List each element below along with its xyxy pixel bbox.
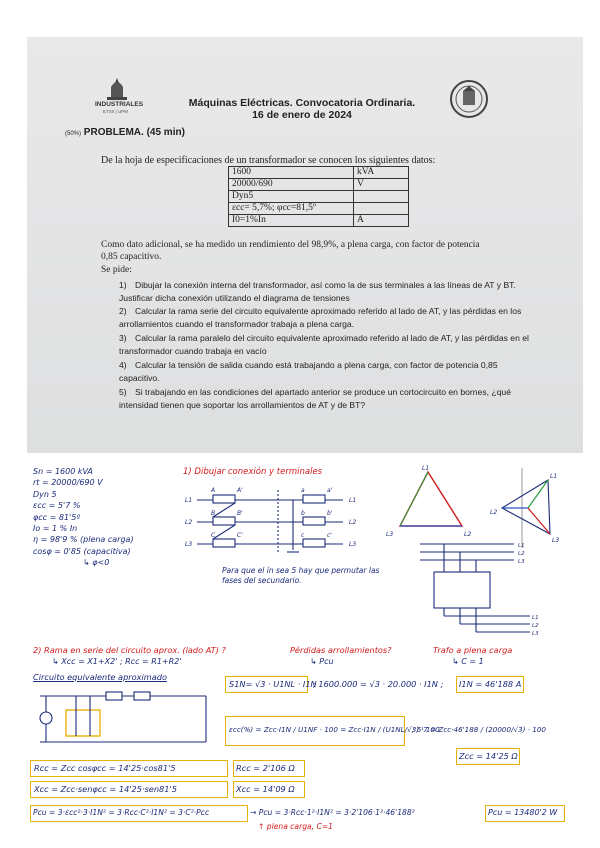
question-text: Calcular la rama paralelo del circuito equivalente aproximado referido al lado de AT, y las pérdidas en el transformador cuando trabaja en vacío xyxy=(119,333,529,356)
q1-note: Para que el ín sea 5 hay que permutar las fases del secundario. xyxy=(222,566,380,585)
eq-rcc: Rcc = Zcc cosφcc = 14'25·cos81'5 xyxy=(34,763,176,773)
question-number: 5) xyxy=(119,387,127,397)
eq-ecc-calc: ; 5'7 = Zcc·46'188 / (20000/√3) · 100 xyxy=(412,725,546,734)
equivalent-circuit xyxy=(30,682,220,750)
question-text: Dibujar la conexión interna del transformador, así como la de sus terminales a las líneas de AT y BT. Justificar dicha conexión utilizando el diagrama de tensiones xyxy=(119,280,516,303)
eq-in-calc: ; 1600.000 = √3 · 20.000 · I1N ; xyxy=(313,679,444,689)
spec-unit: A xyxy=(354,215,409,227)
q2-losses: Pérdidas arrollamientos? xyxy=(290,645,392,655)
label-B: B xyxy=(211,510,216,517)
data-item: φcc = 81'5º xyxy=(33,512,81,522)
question-4 xyxy=(119,359,539,385)
eq-in: S1N= √3 · U1NL · I1N xyxy=(229,679,317,689)
eq-rcc-result: Rcc = 2'106 Ω xyxy=(236,763,295,773)
question-number: 2) xyxy=(119,306,127,316)
label-c-prime: c' xyxy=(327,532,332,539)
data-item: Io = 1 % In xyxy=(33,524,78,534)
q2-full-load-sub: ↳ C = 1 xyxy=(452,657,484,666)
eq-pcu-calc: → Pcu = 3·Rcc·1²·I1N² = 3·2'106·1²·46'188² xyxy=(250,808,415,817)
question-5 xyxy=(119,386,539,412)
eq-ecc: εcc(%) = Zcc·I1N / U1NF · 100 = Zcc·I1N / (U1NL/√3) · 100 xyxy=(229,725,440,734)
eq-pcu: Pcu = 3·εcc²·3·I1N² = 3·Rcc·C²·I1N² = 3·C²·Pcc xyxy=(33,808,210,817)
q1-heading xyxy=(183,467,322,477)
q2-losses-sub: ↳ Pcu xyxy=(310,657,334,666)
spec-value: I0=1%In xyxy=(229,215,354,227)
q1-heading-text: 1) Dibujar conexión y terminales xyxy=(183,467,323,477)
spec-table xyxy=(228,166,409,227)
eq-xcc-result: Xcc = 14'09 Ω xyxy=(236,784,295,794)
question-3 xyxy=(119,332,539,358)
logo-text: INDUSTRIALES xyxy=(95,101,144,108)
terminal-box-sketch xyxy=(420,540,540,636)
term-right-3: L3 xyxy=(349,541,357,548)
label-C-prime: C' xyxy=(237,532,243,539)
eq-pcu-result: Pcu = 13480'2 W xyxy=(488,808,558,817)
question-number: 1) xyxy=(119,280,127,290)
intro-text: De la hoja de especificaciones de un transformador se conocen los siguientes datos: xyxy=(101,155,436,166)
eq-xcc: Xcc = Zcc·senφcc = 14'25·sen81'5 xyxy=(34,784,177,794)
term-left-1: L1 xyxy=(185,497,193,504)
spec-row xyxy=(229,167,409,179)
term-right-2: L2 xyxy=(349,519,357,526)
bus-label-l1: L1 xyxy=(532,615,539,621)
label-A-prime: A' xyxy=(237,487,243,494)
ask-label: Se pide: xyxy=(101,265,132,275)
label-a-prime: a' xyxy=(327,487,333,494)
data-item: cosφ = 0'85 (capacitiva) xyxy=(33,546,131,556)
data-item: ↳ φ<0 xyxy=(83,558,110,568)
problem-heading xyxy=(65,127,185,138)
spec-value: 20000/690 xyxy=(229,179,354,191)
question-text: Calcular la rama serie del circuito equivalente aproximado referido al lado de AT, y las pérdidas en los arrollamientos cuando el transformador trabaja a plena carga. xyxy=(119,306,522,329)
question-2 xyxy=(119,305,539,331)
spec-unit: kVA xyxy=(354,167,409,179)
eq-zcc: Zcc = 14'25 Ω xyxy=(459,751,518,761)
problem-title: PROBLEMA. (45 min) xyxy=(83,127,185,138)
question-text: Calcular la tensión de salida cuando está trabajando a plena carga, con factor de potencia 0,85 capacitivo. xyxy=(119,360,498,383)
spec-row xyxy=(229,179,409,191)
question-number: 3) xyxy=(119,333,127,343)
eq-in-result: I1N = 46'188 A xyxy=(459,679,522,689)
phasor2-label-L1: L1 xyxy=(550,473,558,480)
bus-label-l2: L2 xyxy=(532,623,539,629)
spec-row xyxy=(229,191,409,203)
eq-pcu-note: ↑ plena carga, C=1 xyxy=(258,822,334,831)
label-B-prime: B' xyxy=(237,510,243,517)
spec-value: εcc= 5,7%; φcc=81,5º xyxy=(229,203,354,215)
label-a: a xyxy=(301,487,305,494)
spec-value: 1600 xyxy=(229,167,354,179)
winding-diagram xyxy=(183,480,373,560)
spec-unit xyxy=(354,191,409,203)
exam-title: Máquinas Eléctricas. Convocatoria Ordinaria. xyxy=(188,97,416,109)
question-text: Si trabajando en las condiciones del apartado anterior se produce un cortocircuito en bornes, ¿qué intensidad tienen que soportar los arrollamientos de AT y de BT? xyxy=(119,387,511,410)
data-item: η = 98'9 % (plena carga) xyxy=(33,535,134,545)
q2-full-load: Trafo a plena carga xyxy=(433,645,513,655)
circuit-title: Circuito equivalente aproximado xyxy=(33,672,167,682)
q2-sub: ↳ Xcc = X1+X2' ; Rcc = R1+R2' xyxy=(52,657,182,666)
label-b: b xyxy=(301,510,305,517)
q2-heading: 2) Rama en serie del circuito aprox. (lado AT) ? xyxy=(33,645,226,655)
problem-weight: (50%) xyxy=(65,131,82,137)
phasor2-label-L2: L2 xyxy=(490,509,498,516)
additional-data: Como dato adicional, se ha medido un rendimiento del 98,9%, a plena carga, con factor de potencia 0,85 capacitivo. xyxy=(101,240,480,262)
bus-label-L2: L2 xyxy=(518,551,525,557)
spec-unit xyxy=(354,203,409,215)
exam-date: 16 de enero de 2024 xyxy=(252,109,352,121)
spec-value: Dyn5 xyxy=(229,191,354,203)
exam-photo xyxy=(27,37,583,453)
phasor-label-L1: L1 xyxy=(422,465,430,472)
bus-label-L1: L1 xyxy=(518,543,525,549)
label-C: C xyxy=(211,532,216,539)
logo-subtext: ETSII | UPM xyxy=(103,109,128,114)
term-left-2: L2 xyxy=(185,519,193,526)
spec-row xyxy=(229,203,409,215)
phasor-diagram-primary xyxy=(380,462,480,542)
data-item: rt = 20000/690 V xyxy=(33,478,103,488)
question-number: 4) xyxy=(119,360,127,370)
term-right-1: L1 xyxy=(349,497,357,504)
phasor-label-L3: L3 xyxy=(386,531,394,538)
data-item: Dyn 5 xyxy=(33,489,57,499)
term-left-3: L3 xyxy=(185,541,193,548)
bus-label-L3: L3 xyxy=(518,559,525,565)
spec-unit: V xyxy=(354,179,409,191)
label-b-prime: b' xyxy=(327,510,333,517)
bus-label-l3: L3 xyxy=(532,631,539,636)
data-list xyxy=(33,466,134,569)
phasor-diagram-secondary xyxy=(488,468,568,548)
data-item: Sn = 1600 kVA xyxy=(33,467,93,476)
phasor2-label-L3: L3 xyxy=(552,537,560,544)
data-item: εcc = 5'7 % xyxy=(33,501,81,511)
phasor-label-L2: L2 xyxy=(464,531,472,538)
university-seal-icon xyxy=(449,79,489,119)
label-A: A xyxy=(211,487,216,494)
question-1 xyxy=(119,279,539,305)
spec-row xyxy=(229,215,409,227)
label-c: c xyxy=(301,532,305,539)
